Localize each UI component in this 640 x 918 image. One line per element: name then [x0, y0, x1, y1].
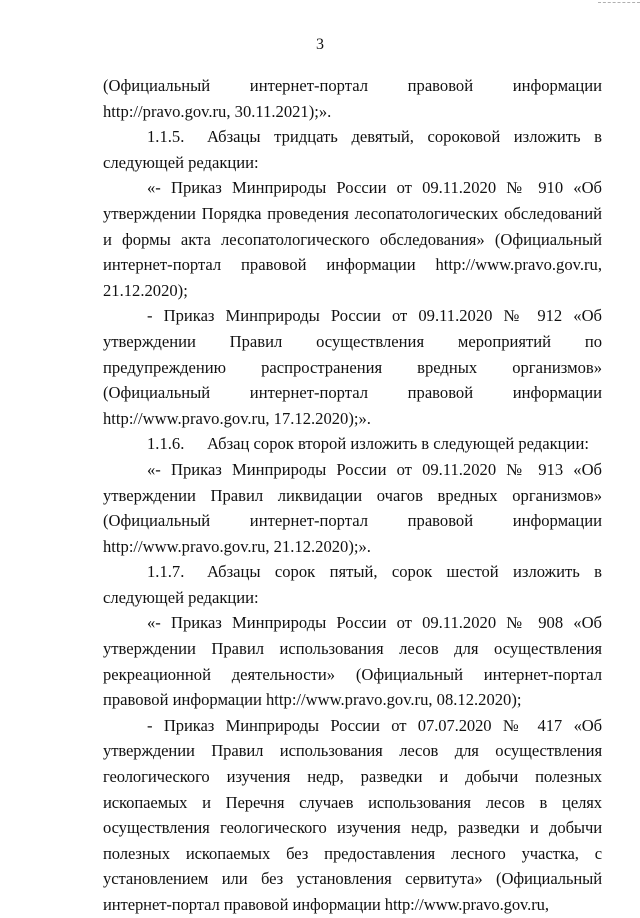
item-number: 1.1.5. — [147, 127, 185, 147]
paragraph-text: «- Приказ Минприроды России от 09.11.2020 № 908 «Об утверждении Правил использования лесов для осуществления рекреационной деятельности» (Официальный интернет-портал правовой информации http://www.pravo.gov.ru, 08.12.2020); — [103, 613, 602, 710]
top-edge-rule — [598, 2, 640, 4]
document-body — [103, 73, 602, 918]
paragraph-order-908 — [103, 610, 602, 712]
paragraph-text: Абзацы тридцать девятый, сороковой изложить в следующей редакции: — [103, 127, 602, 172]
paragraph-text: - Приказ Минприроды России от 09.11.2020 № 912 «Об утверждении Правил осуществления мероприятий по предупреждению распространения вредных организмов» (Официальный интернет-портал правовой информации http://www.pravo.gov.ru, 17.12.2020);». — [103, 306, 602, 428]
paragraph-order-417 — [103, 713, 602, 918]
paragraph-text: Абзацы сорок пятый, сорок шестой изложить в следующей редакции: — [103, 562, 602, 607]
paragraph-item-1-1-5 — [103, 124, 602, 175]
page-number: 3 — [316, 36, 324, 53]
paragraph-text: (Официальный интернет-портал правовой информации http://pravo.gov.ru, 30.11.2021);». — [103, 76, 602, 121]
paragraph-text: Абзац сорок второй изложить в следующей редакции: — [207, 434, 589, 454]
paragraph-item-1-1-6 — [103, 431, 602, 457]
paragraph-order-912 — [103, 303, 602, 431]
paragraph-text: «- Приказ Минприроды России от 09.11.2020 № 913 «Об утверждении Правил ликвидации очагов вредных организмов» (Официальный интернет-портал правовой информации http://www.pravo.gov.ru, 21.12.2020);». — [103, 459, 602, 556]
item-number: 1.1.7. — [147, 562, 185, 582]
paragraph-item-1-1-7 — [103, 559, 602, 610]
paragraph-order-910 — [103, 175, 602, 303]
paragraph-text: «- Приказ Минприроды России от 09.11.2020 № 910 «Об утверждении Порядка проведения лесопатологических обследований и формы акта лесопатологического обследования» (Официальный интернет-портал правовой информации http://www.pravo.gov.ru, 21.12.2020); — [103, 178, 602, 300]
paragraph-text: - Приказ Минприроды России от 07.07.2020 № 417 «Об утверждении Правил использования лесов для осуществления геологического изучения недр, разведки и добычи полезных ископаемых и Перечня случаев использования лесов в целях осуществления геологического изучения недр, разведки и добычи полезных ископаемых без предоставления лесного участка, с установлением или без установления сервитута» (Официальный интернет-портал правовой информации http://www.pravo.gov.ru, — [103, 715, 602, 914]
item-number: 1.1.6. — [147, 434, 185, 454]
paragraph-order-913 — [103, 457, 602, 559]
paragraph-continuation — [103, 73, 602, 124]
